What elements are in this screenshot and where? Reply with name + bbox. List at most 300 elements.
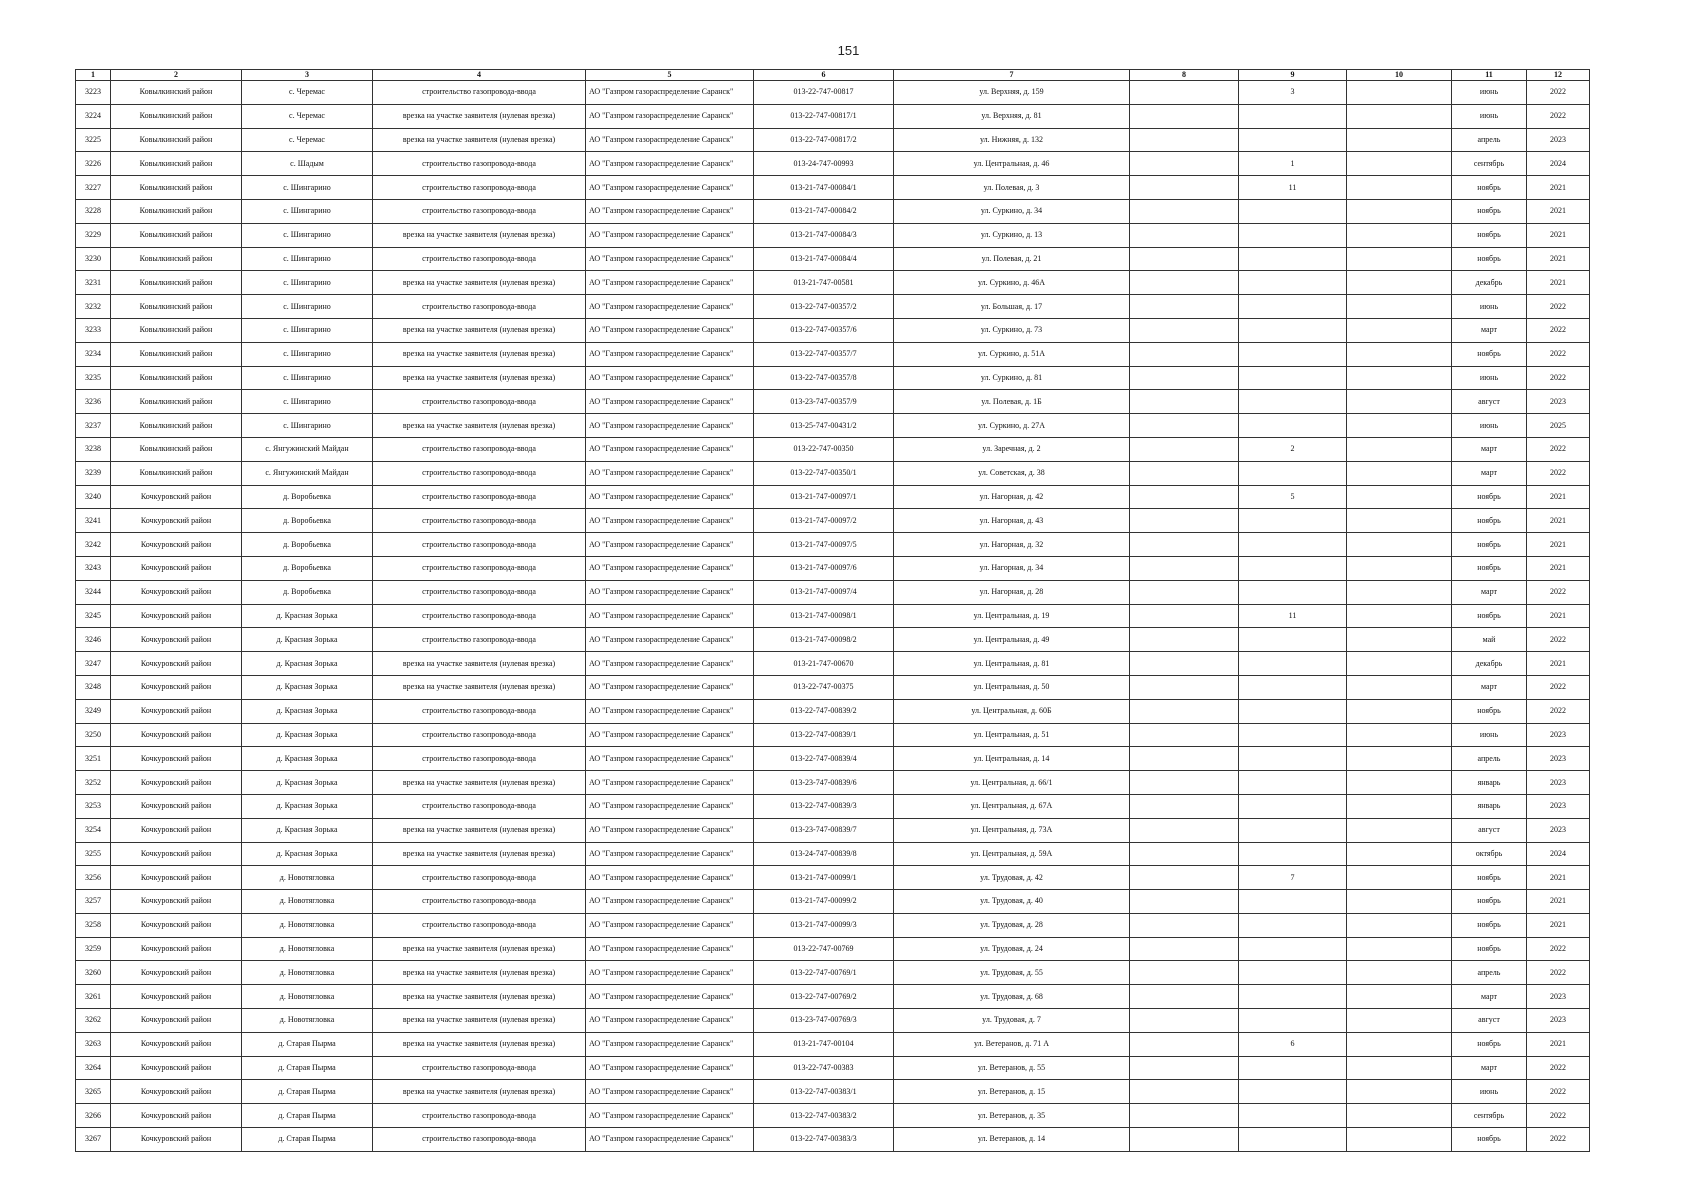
table-cell-col-8 [1130, 128, 1239, 152]
table-cell-col-12: 2023 [1527, 818, 1590, 842]
table-cell-col-2: Ковылкинский район [111, 366, 242, 390]
table-cell-col-2: Ковылкинский район [111, 390, 242, 414]
table-cell-col-12: 2023 [1527, 747, 1590, 771]
table-cell-col-3: с. Янгужинский Майдан [242, 461, 373, 485]
table-cell-col-9 [1239, 628, 1347, 652]
table-cell-col-6: 013-21-747-00581 [754, 271, 894, 295]
table-cell-col-4: строительство газопровода-ввода [373, 580, 586, 604]
table-cell-col-7: ул. Центральная, д. 67А [894, 794, 1130, 818]
table-cell-col-4: строительство газопровода-ввода [373, 1128, 586, 1152]
table-cell-col-4: строительство газопровода-ввода [373, 628, 586, 652]
table-cell-col-7: ул. Центральная, д. 46 [894, 152, 1130, 176]
table-cell-col-9 [1239, 1080, 1347, 1104]
table-cell-col-12: 2023 [1527, 128, 1590, 152]
table-cell-col-12: 2022 [1527, 580, 1590, 604]
table-cell-col-8 [1130, 794, 1239, 818]
table-cell-col-6: 013-22-747-00375 [754, 675, 894, 699]
table-cell-col-4: врезка на участке заявителя (нулевая врезка) [373, 937, 586, 961]
table-cell-col-2: Кочкуровский район [111, 675, 242, 699]
table-cell-col-10 [1347, 771, 1452, 795]
table-cell-col-12: 2022 [1527, 1104, 1590, 1128]
table-cell-col-8 [1130, 1032, 1239, 1056]
table-cell-col-9 [1239, 794, 1347, 818]
table-cell-col-2: Ковылкинский район [111, 461, 242, 485]
table-cell-col-6: 013-22-747-00357/2 [754, 295, 894, 319]
table-cell-col-6: 013-22-747-00383/2 [754, 1104, 894, 1128]
table-row [76, 556, 1590, 580]
table-cell-col-10 [1347, 675, 1452, 699]
table-cell-col-2: Кочкуровский район [111, 961, 242, 985]
table-row [76, 223, 1590, 247]
table-cell-col-5: АО "Газпром газораспределение Саранск" [586, 533, 754, 557]
table-cell-col-11: январь [1452, 794, 1527, 818]
table-cell-col-9 [1239, 414, 1347, 438]
table-cell-col-1: 3258 [76, 913, 111, 937]
table-cell-col-2: Ковылкинский район [111, 437, 242, 461]
table-cell-col-6: 013-21-747-00097/2 [754, 509, 894, 533]
table-cell-col-11: август [1452, 818, 1527, 842]
column-header-2: 2 [111, 70, 242, 81]
table-cell-col-2: Кочкуровский район [111, 533, 242, 557]
table-cell-col-4: строительство газопровода-ввода [373, 176, 586, 200]
table-cell-col-9 [1239, 1009, 1347, 1033]
table-cell-col-8 [1130, 271, 1239, 295]
table-cell-col-3: д. Старая Пырма [242, 1032, 373, 1056]
table-cell-col-2: Кочкуровский район [111, 937, 242, 961]
table-cell-col-7: ул. Центральная, д. 51 [894, 723, 1130, 747]
column-header-9: 9 [1239, 70, 1347, 81]
table-row [76, 152, 1590, 176]
table-cell-col-7: ул. Нагорная, д. 43 [894, 509, 1130, 533]
table-cell-col-11: август [1452, 1009, 1527, 1033]
table-cell-col-10 [1347, 890, 1452, 914]
table-cell-col-8 [1130, 390, 1239, 414]
column-header-1: 1 [76, 70, 111, 81]
table-cell-col-8 [1130, 81, 1239, 105]
table-cell-col-2: Ковылкинский район [111, 104, 242, 128]
table-cell-col-6: 013-21-747-00084/4 [754, 247, 894, 271]
table-cell-col-5: АО "Газпром газораспределение Саранск" [586, 437, 754, 461]
table-cell-col-12: 2021 [1527, 556, 1590, 580]
table-cell-col-1: 3263 [76, 1032, 111, 1056]
table-cell-col-11: ноябрь [1452, 509, 1527, 533]
table-cell-col-9 [1239, 1128, 1347, 1152]
table-cell-col-1: 3259 [76, 937, 111, 961]
table-cell-col-2: Ковылкинский район [111, 414, 242, 438]
table-cell-col-9 [1239, 771, 1347, 795]
page-number: 151 [837, 43, 860, 58]
table-cell-col-7: ул. Трудовая, д. 7 [894, 1009, 1130, 1033]
table-cell-col-5: АО "Газпром газораспределение Саранск" [586, 318, 754, 342]
table-cell-col-5: АО "Газпром газораспределение Саранск" [586, 604, 754, 628]
table-cell-col-8 [1130, 1080, 1239, 1104]
column-header-6: 6 [754, 70, 894, 81]
table-cell-col-7: ул. Верхняя, д. 81 [894, 104, 1130, 128]
table-row [76, 247, 1590, 271]
table-cell-col-8 [1130, 1128, 1239, 1152]
table-cell-col-4: строительство газопровода-ввода [373, 152, 586, 176]
table-cell-col-11: март [1452, 318, 1527, 342]
table-cell-col-6: 013-23-747-00839/7 [754, 818, 894, 842]
table-cell-col-4: строительство газопровода-ввода [373, 199, 586, 223]
table-cell-col-11: июнь [1452, 81, 1527, 105]
table-cell-col-4: строительство газопровода-ввода [373, 1104, 586, 1128]
table-cell-col-1: 3248 [76, 675, 111, 699]
table-cell-col-10 [1347, 1104, 1452, 1128]
table-cell-col-5: АО "Газпром газораспределение Саранск" [586, 794, 754, 818]
table-cell-col-10 [1347, 794, 1452, 818]
table-cell-col-5: АО "Газпром газораспределение Саранск" [586, 1032, 754, 1056]
table-cell-col-10 [1347, 366, 1452, 390]
table-cell-col-3: д. Красная Зорька [242, 794, 373, 818]
table-cell-col-7: ул. Полевая, д. 3 [894, 176, 1130, 200]
table-cell-col-6: 013-22-747-00839/2 [754, 699, 894, 723]
table-cell-col-8 [1130, 699, 1239, 723]
table-cell-col-3: с. Шингарино [242, 295, 373, 319]
table-cell-col-2: Кочкуровский район [111, 1032, 242, 1056]
table-cell-col-12: 2023 [1527, 985, 1590, 1009]
table-cell-col-10 [1347, 533, 1452, 557]
table-cell-col-1: 3262 [76, 1009, 111, 1033]
table-cell-col-7: ул. Большая, д. 17 [894, 295, 1130, 319]
table-cell-col-8 [1130, 509, 1239, 533]
table-cell-col-5: АО "Газпром газораспределение Саранск" [586, 414, 754, 438]
table-cell-col-4: врезка на участке заявителя (нулевая врезка) [373, 818, 586, 842]
table-cell-col-7: ул. Ветеранов, д. 55 [894, 1056, 1130, 1080]
table-cell-col-11: ноябрь [1452, 485, 1527, 509]
table-cell-col-7: ул. Ветеранов, д. 14 [894, 1128, 1130, 1152]
table-cell-col-11: ноябрь [1452, 604, 1527, 628]
table-cell-col-1: 3228 [76, 199, 111, 223]
table-cell-col-8 [1130, 937, 1239, 961]
table-cell-col-9 [1239, 818, 1347, 842]
table-cell-col-1: 3264 [76, 1056, 111, 1080]
table-cell-col-2: Кочкуровский район [111, 723, 242, 747]
table-cell-col-4: врезка на участке заявителя (нулевая врезка) [373, 414, 586, 438]
table-cell-col-9 [1239, 675, 1347, 699]
table-cell-col-4: врезка на участке заявителя (нулевая врезка) [373, 985, 586, 1009]
table-cell-col-12: 2022 [1527, 342, 1590, 366]
column-header-11: 11 [1452, 70, 1527, 81]
table-cell-col-11: апрель [1452, 961, 1527, 985]
table-cell-col-4: строительство газопровода-ввода [373, 747, 586, 771]
table-row [76, 437, 1590, 461]
table-cell-col-4: строительство газопровода-ввода [373, 1056, 586, 1080]
table-cell-col-7: ул. Трудовая, д. 68 [894, 985, 1130, 1009]
table-cell-col-6: 013-21-747-00084/3 [754, 223, 894, 247]
table-cell-col-8 [1130, 913, 1239, 937]
table-cell-col-11: июнь [1452, 1080, 1527, 1104]
table-cell-col-1: 3242 [76, 533, 111, 557]
table-cell-col-10 [1347, 937, 1452, 961]
table-cell-col-3: с. Шингарино [242, 318, 373, 342]
table-cell-col-2: Кочкуровский район [111, 842, 242, 866]
table-cell-col-10 [1347, 866, 1452, 890]
table-cell-col-11: октябрь [1452, 842, 1527, 866]
table-cell-col-11: ноябрь [1452, 342, 1527, 366]
table-cell-col-7: ул. Суркино, д. 81 [894, 366, 1130, 390]
table-cell-col-1: 3267 [76, 1128, 111, 1152]
table-cell-col-3: с. Шингарино [242, 223, 373, 247]
table-cell-col-6: 013-24-747-00993 [754, 152, 894, 176]
table-cell-col-6: 013-21-747-00099/3 [754, 913, 894, 937]
table-cell-col-5: АО "Газпром газораспределение Саранск" [586, 1128, 754, 1152]
table-cell-col-12: 2021 [1527, 866, 1590, 890]
table-cell-col-10 [1347, 747, 1452, 771]
table-cell-col-12: 2024 [1527, 842, 1590, 866]
table-cell-col-8 [1130, 295, 1239, 319]
table-row [76, 937, 1590, 961]
table-cell-col-9: 11 [1239, 176, 1347, 200]
table-cell-col-1: 3250 [76, 723, 111, 747]
table-cell-col-12: 2022 [1527, 1128, 1590, 1152]
table-cell-col-9 [1239, 390, 1347, 414]
column-header-5: 5 [586, 70, 754, 81]
table-cell-col-6: 013-21-747-00097/6 [754, 556, 894, 580]
table-row [76, 81, 1590, 105]
table-cell-col-5: АО "Газпром газораспределение Саранск" [586, 1056, 754, 1080]
table-cell-col-7: ул. Трудовая, д. 24 [894, 937, 1130, 961]
table-cell-col-11: апрель [1452, 128, 1527, 152]
table-cell-col-3: д. Красная Зорька [242, 747, 373, 771]
table-cell-col-10 [1347, 1128, 1452, 1152]
table-cell-col-12: 2023 [1527, 1009, 1590, 1033]
table-cell-col-2: Кочкуровский район [111, 509, 242, 533]
table-row [76, 866, 1590, 890]
table-cell-col-10 [1347, 318, 1452, 342]
table-cell-col-7: ул. Верхняя, д. 159 [894, 81, 1130, 105]
column-header-7: 7 [894, 70, 1130, 81]
table-body [76, 81, 1590, 1152]
table-row [76, 1104, 1590, 1128]
table-cell-col-10 [1347, 985, 1452, 1009]
table-cell-col-12: 2021 [1527, 604, 1590, 628]
table-cell-col-5: АО "Газпром газораспределение Саранск" [586, 342, 754, 366]
table-cell-col-1: 3227 [76, 176, 111, 200]
table-cell-col-9: 7 [1239, 866, 1347, 890]
table-cell-col-11: ноябрь [1452, 223, 1527, 247]
table-cell-col-2: Кочкуровский район [111, 1056, 242, 1080]
table-cell-col-7: ул. Заречная, д. 2 [894, 437, 1130, 461]
table-cell-col-2: Ковылкинский район [111, 81, 242, 105]
column-header-12: 12 [1527, 70, 1590, 81]
table-cell-col-5: АО "Газпром газораспределение Саранск" [586, 176, 754, 200]
table-cell-col-11: ноябрь [1452, 533, 1527, 557]
table-row [76, 533, 1590, 557]
table-cell-col-3: с. Шадым [242, 152, 373, 176]
table-cell-col-1: 3230 [76, 247, 111, 271]
table-cell-col-4: строительство газопровода-ввода [373, 533, 586, 557]
table-cell-col-2: Ковылкинский район [111, 199, 242, 223]
table-cell-col-7: ул. Суркино, д. 73 [894, 318, 1130, 342]
table-cell-col-6: 013-22-747-00769/1 [754, 961, 894, 985]
table-row [76, 342, 1590, 366]
table-cell-col-5: АО "Газпром газораспределение Саранск" [586, 961, 754, 985]
table-cell-col-3: д. Новотягловка [242, 937, 373, 961]
table-row [76, 1128, 1590, 1152]
table-cell-col-5: АО "Газпром газораспределение Саранск" [586, 247, 754, 271]
table-row [76, 485, 1590, 509]
table-cell-col-1: 3232 [76, 295, 111, 319]
table-cell-col-1: 3226 [76, 152, 111, 176]
table-cell-col-12: 2022 [1527, 1056, 1590, 1080]
table-cell-col-6: 013-22-747-00357/6 [754, 318, 894, 342]
table-cell-col-12: 2023 [1527, 794, 1590, 818]
table-cell-col-5: АО "Газпром газораспределение Саранск" [586, 81, 754, 105]
table-cell-col-5: АО "Газпром газораспределение Саранск" [586, 509, 754, 533]
table-cell-col-5: АО "Газпром газораспределение Саранск" [586, 1080, 754, 1104]
table-cell-col-11: ноябрь [1452, 556, 1527, 580]
table-cell-col-7: ул. Суркино, д. 27А [894, 414, 1130, 438]
table-cell-col-1: 3238 [76, 437, 111, 461]
table-cell-col-10 [1347, 128, 1452, 152]
table-cell-col-10 [1347, 961, 1452, 985]
table-cell-col-4: строительство газопровода-ввода [373, 604, 586, 628]
table-cell-col-7: ул. Полевая, д. 1Б [894, 390, 1130, 414]
table-cell-col-8 [1130, 199, 1239, 223]
column-header-10: 10 [1347, 70, 1452, 81]
table-cell-col-9 [1239, 295, 1347, 319]
table-cell-col-11: август [1452, 390, 1527, 414]
table-cell-col-1: 3251 [76, 747, 111, 771]
table-cell-col-2: Кочкуровский район [111, 652, 242, 676]
table-row [76, 104, 1590, 128]
table-row [76, 794, 1590, 818]
table-cell-col-5: АО "Газпром газораспределение Саранск" [586, 628, 754, 652]
table-cell-col-11: ноябрь [1452, 890, 1527, 914]
table-cell-col-3: д. Новотягловка [242, 866, 373, 890]
table-cell-col-9 [1239, 1056, 1347, 1080]
table-row [76, 1032, 1590, 1056]
table-row [76, 414, 1590, 438]
table-cell-col-4: строительство газопровода-ввода [373, 81, 586, 105]
table-cell-col-3: с. Шингарино [242, 247, 373, 271]
table-cell-col-7: ул. Полевая, д. 21 [894, 247, 1130, 271]
table-cell-col-8 [1130, 1104, 1239, 1128]
table-cell-col-9 [1239, 128, 1347, 152]
table-cell-col-3: д. Воробьевка [242, 556, 373, 580]
table-cell-col-4: врезка на участке заявителя (нулевая врезка) [373, 223, 586, 247]
table-cell-col-5: АО "Газпром газораспределение Саранск" [586, 985, 754, 1009]
table-row [76, 747, 1590, 771]
table-cell-col-6: 013-21-747-00670 [754, 652, 894, 676]
table-cell-col-8 [1130, 318, 1239, 342]
table-cell-col-4: врезка на участке заявителя (нулевая врезка) [373, 1009, 586, 1033]
table-cell-col-4: врезка на участке заявителя (нулевая врезка) [373, 104, 586, 128]
table-cell-col-12: 2021 [1527, 199, 1590, 223]
table-cell-col-6: 013-22-747-00839/4 [754, 747, 894, 771]
table-row [76, 604, 1590, 628]
table-cell-col-1: 3265 [76, 1080, 111, 1104]
table-cell-col-11: ноябрь [1452, 199, 1527, 223]
table-cell-col-10 [1347, 247, 1452, 271]
table-cell-col-8 [1130, 461, 1239, 485]
table-cell-col-3: с. Шингарино [242, 366, 373, 390]
table-cell-col-3: д. Новотягловка [242, 985, 373, 1009]
table-cell-col-3: с. Шингарино [242, 390, 373, 414]
table-cell-col-2: Кочкуровский район [111, 1080, 242, 1104]
table-cell-col-5: АО "Газпром газораспределение Саранск" [586, 913, 754, 937]
table-cell-col-8 [1130, 675, 1239, 699]
table-cell-col-2: Кочкуровский район [111, 699, 242, 723]
table-cell-col-8 [1130, 414, 1239, 438]
table-cell-col-12: 2021 [1527, 485, 1590, 509]
table-cell-col-9 [1239, 723, 1347, 747]
table-row [76, 199, 1590, 223]
table-cell-col-7: ул. Нагорная, д. 34 [894, 556, 1130, 580]
table-cell-col-9: 6 [1239, 1032, 1347, 1056]
table-cell-col-6: 013-23-747-00357/9 [754, 390, 894, 414]
table-cell-col-8 [1130, 533, 1239, 557]
table-cell-col-3: с. Янгужинский Майдан [242, 437, 373, 461]
table-row [76, 580, 1590, 604]
table-cell-col-3: д. Воробьевка [242, 509, 373, 533]
table-row [76, 176, 1590, 200]
table-cell-col-7: ул. Суркино, д. 46А [894, 271, 1130, 295]
table-cell-col-3: д. Красная Зорька [242, 675, 373, 699]
table-cell-col-6: 013-22-747-00769 [754, 937, 894, 961]
table-cell-col-4: врезка на участке заявителя (нулевая врезка) [373, 1080, 586, 1104]
table-cell-col-2: Ковылкинский район [111, 128, 242, 152]
table-cell-col-8 [1130, 818, 1239, 842]
column-header-4: 4 [373, 70, 586, 81]
table-row [76, 128, 1590, 152]
table-cell-col-9 [1239, 699, 1347, 723]
table-cell-col-11: декабрь [1452, 271, 1527, 295]
table-cell-col-11: март [1452, 580, 1527, 604]
table-cell-col-4: врезка на участке заявителя (нулевая врезка) [373, 366, 586, 390]
table-cell-col-4: строительство газопровода-ввода [373, 556, 586, 580]
table-row [76, 509, 1590, 533]
table-cell-col-3: д. Воробьевка [242, 533, 373, 557]
table-cell-col-4: врезка на участке заявителя (нулевая врезка) [373, 961, 586, 985]
table-cell-col-1: 3229 [76, 223, 111, 247]
table-cell-col-12: 2021 [1527, 509, 1590, 533]
table-cell-col-10 [1347, 199, 1452, 223]
table-cell-col-4: строительство газопровода-ввода [373, 890, 586, 914]
table-cell-col-3: д. Старая Пырма [242, 1104, 373, 1128]
table-cell-col-12: 2021 [1527, 652, 1590, 676]
table-cell-col-5: АО "Газпром газораспределение Саранск" [586, 390, 754, 414]
table-cell-col-8 [1130, 652, 1239, 676]
table-cell-col-2: Ковылкинский район [111, 318, 242, 342]
table-row [76, 295, 1590, 319]
table-cell-col-11: ноябрь [1452, 247, 1527, 271]
column-header-3: 3 [242, 70, 373, 81]
table-cell-col-3: д. Воробьевка [242, 485, 373, 509]
table-cell-col-6: 013-23-747-00769/3 [754, 1009, 894, 1033]
table-row [76, 913, 1590, 937]
table-cell-col-5: АО "Газпром газораспределение Саранск" [586, 271, 754, 295]
table-cell-col-9 [1239, 271, 1347, 295]
table-cell-col-8 [1130, 342, 1239, 366]
table-cell-col-5: АО "Газпром газораспределение Саранск" [586, 937, 754, 961]
table-cell-col-6: 013-21-747-00084/1 [754, 176, 894, 200]
table-cell-col-10 [1347, 1080, 1452, 1104]
table-cell-col-10 [1347, 556, 1452, 580]
table-cell-col-2: Кочкуровский район [111, 580, 242, 604]
table-cell-col-5: АО "Газпром газораспределение Саранск" [586, 890, 754, 914]
table-cell-col-7: ул. Нагорная, д. 42 [894, 485, 1130, 509]
table-cell-col-7: ул. Трудовая, д. 40 [894, 890, 1130, 914]
table-cell-col-6: 013-21-747-00099/1 [754, 866, 894, 890]
table-cell-col-2: Кочкуровский район [111, 866, 242, 890]
table-cell-col-3: д. Новотягловка [242, 1009, 373, 1033]
table-cell-col-6: 013-22-747-00817/1 [754, 104, 894, 128]
table-cell-col-2: Кочкуровский район [111, 1104, 242, 1128]
table-cell-col-10 [1347, 295, 1452, 319]
table-cell-col-9: 2 [1239, 437, 1347, 461]
